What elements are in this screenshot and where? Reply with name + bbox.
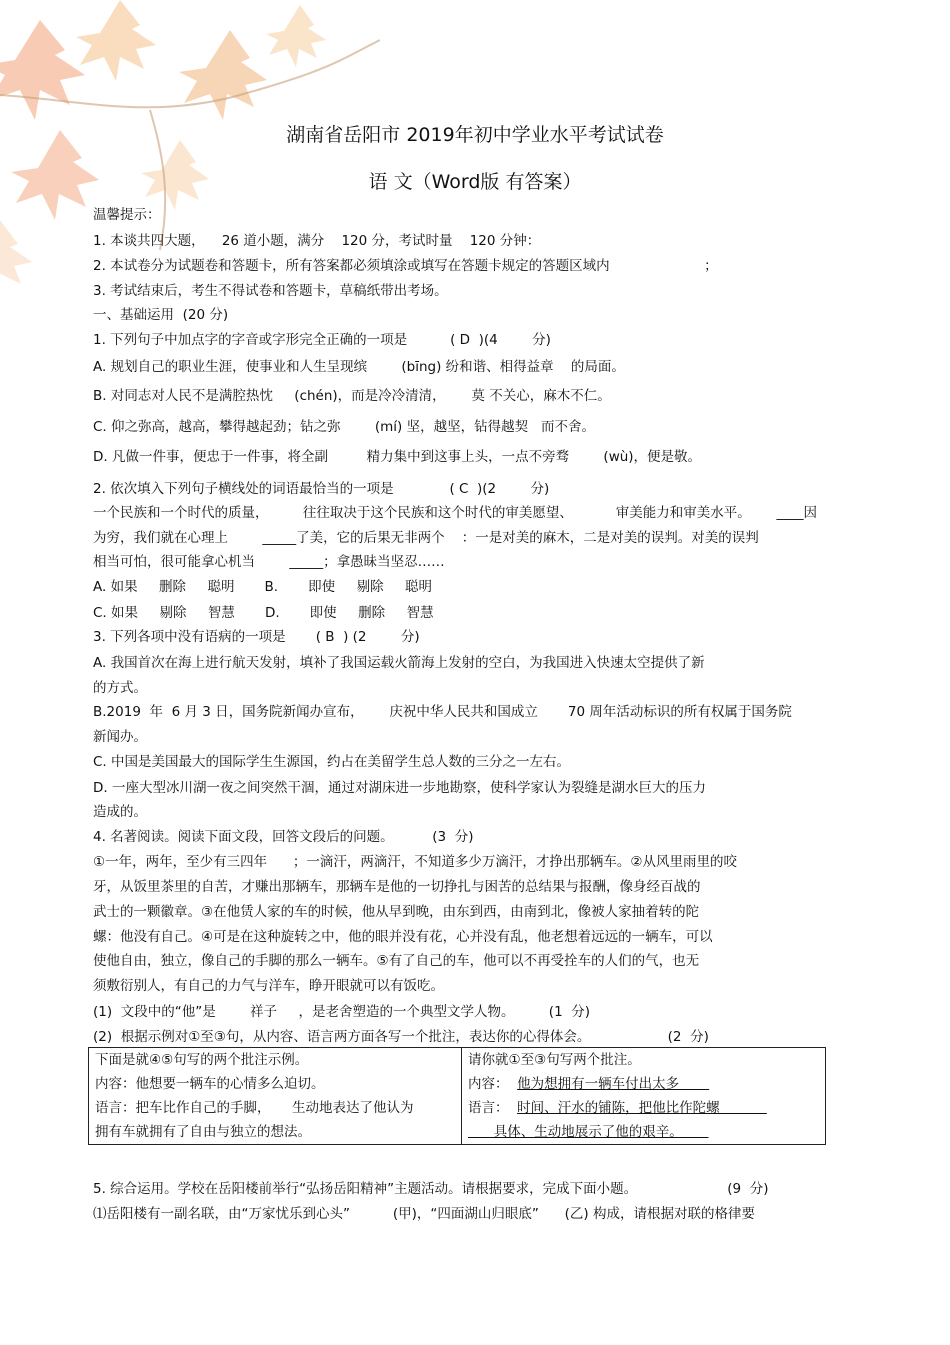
q1-option-b: B. 对同志对人民不是满腔热忱 (chén)，而是冷冷清清， 莫 不关心，麻木不仁。 xyxy=(93,388,611,404)
example-language: 语言：把车比作自己的手脚， 生动地表达了他认为 xyxy=(95,1100,414,1116)
example-language-cont: 拥有车就拥有了自由与独立的想法。 xyxy=(95,1124,311,1140)
q4-passage-1: ①一年，两年，至少有三四年 ；一滴汗，两滴汗，不知道多少万滴汗，才挣出那辆车。②从风里雨里的咬 xyxy=(93,854,737,870)
q2-options-cd: C. 如果 剔除 智慧 D. 即使 删除 智慧 xyxy=(93,605,434,621)
q2-passage-2: 为穷，我们就在心理上 _____了美，它的后果无非两个 ：一是对美的麻木，二是对美的误判。对美的误判 xyxy=(93,530,759,546)
answer-language-row xyxy=(468,1096,819,1120)
answer-language-row-2 xyxy=(468,1120,819,1144)
q2-passage-3: 相当可怕，很可能拿心机当 _____；拿愚昧当坚忍…… xyxy=(93,554,445,570)
q3-option-b: B.2019 年 6 月 3 日，国务院新闻办宣布， 庆祝中华人民共和国成立 70 周年活动标识的所有权属于国务院 xyxy=(93,704,792,720)
document-subtitle: 语 文（Word版 有答案） xyxy=(368,171,582,193)
language-label: 语言： xyxy=(468,1100,509,1116)
tips-heading: 温馨提示： xyxy=(93,207,161,223)
language-answer-cont: 具体、生动地展示了他的艰辛。 xyxy=(468,1124,709,1140)
tip-line-1: 1. 本谈共四大题， 26 道小题，满分 120 分，考试时量 120 分钟： xyxy=(93,233,541,249)
q3-option-a-cont: 的方式。 xyxy=(93,680,147,696)
q1-option-c: C. 仰之弥高，越高，攀得越起劲；钻之弥 (mí) 坚，越坚，钻得越契 而不舍。 xyxy=(93,419,595,435)
q1-option-a: A. 规划自己的职业生涯，使事业和人生呈现缤 (bīng) 纷和谐、相得益章 的局面。 xyxy=(93,359,625,375)
question-3: 3. 下列各项中没有语病的一项是 ( B ) (2 分) xyxy=(93,629,420,645)
document-title: 湖南省岳阳市 2019年初中学业水平考试试卷 xyxy=(286,124,664,146)
answer-content-row xyxy=(468,1072,819,1096)
q3-option-c: C. 中国是美国最大的国际学生生源国，约占在美留学生总人数的三分之一左右。 xyxy=(93,754,571,770)
q2-passage-1: 一个民族和一个时代的质量， 往往取决于这个民族和这个时代的审美愿望、 审美能力和审美水平。 ____因 xyxy=(93,505,817,521)
annotation-table xyxy=(88,1047,826,1145)
example-content: 内容：他想要一辆车的心情多么迫切。 xyxy=(95,1076,325,1092)
maple-leaves-watermark xyxy=(0,0,380,300)
question-5: 5. 综合运用。学校在岳阳楼前举行“弘扬岳阳精神”主题活动。请根据要求，完成下面小题。 (9 分) xyxy=(93,1181,769,1197)
q4-sub-2: (2) 根据示例对①至③句，从内容、语言两方面各写一个批注，表达你的心得体会。 (2 分) xyxy=(93,1029,709,1045)
answer-heading: 请你就①至③句写两个批注。 xyxy=(468,1052,641,1068)
example-annotations-cell xyxy=(89,1048,462,1145)
q3-option-d: D. 一座大型冰川湖一夜之间突然干涸，通过对湖床进一步地勘察，使科学家认为裂缝是湖水巨大的压力 xyxy=(93,780,706,796)
q1-option-d: D. 凡做一件事，便忠于一件事，将全副 精力集中到这事上头，一点不旁骛 (wù)，便是敬。 xyxy=(93,449,702,465)
q3-option-b-cont: 新闻办。 xyxy=(93,729,147,745)
question-2: 2. 依次填入下列句子横线处的词语最恰当的一项是 ( C )(2 分) xyxy=(93,481,550,497)
q4-passage-4: 螺：他没有自己。④可是在这种旋转之中，他的眼并没有花，心并没有乱，他老想着远远的一辆车，可以 xyxy=(93,929,713,945)
question-1: 1. 下列句子中加点字的字音或字形完全正确的一项是 ( D )(4 分) xyxy=(93,332,551,348)
content-label: 内容： xyxy=(468,1076,509,1092)
q2-options-ab: A. 如果 删除 聪明 B. 即使 剔除 聪明 xyxy=(93,579,433,595)
q5-sub-1: ⑴岳阳楼有一副名联，由“万家忧乐到心头” (甲)，“四面湖山归眼底” (乙) 构成，请根据对联的格律要 xyxy=(93,1206,755,1222)
example-heading: 下面是就④⑤句写的两个批注示例。 xyxy=(95,1052,309,1068)
q4-passage-6: 须敷衍别人，有自己的力气与洋车，睁开眼就可以有饭吃。 xyxy=(93,978,444,994)
content-answer: 他为想拥有一辆车付出太多 xyxy=(517,1076,710,1092)
q4-sub-1: (1) 文段中的“他”是 祥子 ，是老舍塑造的一个典型文学人物。 (1 分) xyxy=(93,1004,591,1020)
q3-option-a: A. 我国首次在海上进行航天发射，填补了我国运载火箭海上发射的空白，为我国进入快速太空提供了新 xyxy=(93,655,705,671)
tip-line-2: 2. 本试卷分为试题卷和答题卡，所有答案都必须填涂或填写在答题卡规定的答题区域内 ； xyxy=(93,258,718,274)
q4-passage-2: 牙，从饭里茶里的自苦，才赚出那辆车，那辆车是他的一切挣扎与困苦的总结果与报酬，像身经百战的 xyxy=(93,879,701,895)
tip-line-3: 3. 考试结束后，考生不得试卷和答题卡，草稿纸带出考场。 xyxy=(93,283,448,299)
answer-annotations-cell xyxy=(462,1048,826,1145)
question-4: 4. 名著阅读。阅读下面文段，回答文段后的问题。 (3 分) xyxy=(93,829,474,845)
section-heading: 一、基础运用 (20 分) xyxy=(93,307,229,323)
q4-passage-5: 使他自由，独立，像自己的手脚的那么一辆车。⑤有了自己的车，他可以不再受拴车的人们的气，也无 xyxy=(93,953,700,969)
language-answer: 时间、汗水的铺陈，把他比作陀螺 xyxy=(517,1100,767,1116)
q3-option-d-cont: 造成的。 xyxy=(93,804,147,820)
q4-passage-3: 武士的一颗徽章。③在他赁人家的车的时候，他从早到晚，由东到西，由南到北，像被人家抽着转的陀 xyxy=(93,904,700,920)
